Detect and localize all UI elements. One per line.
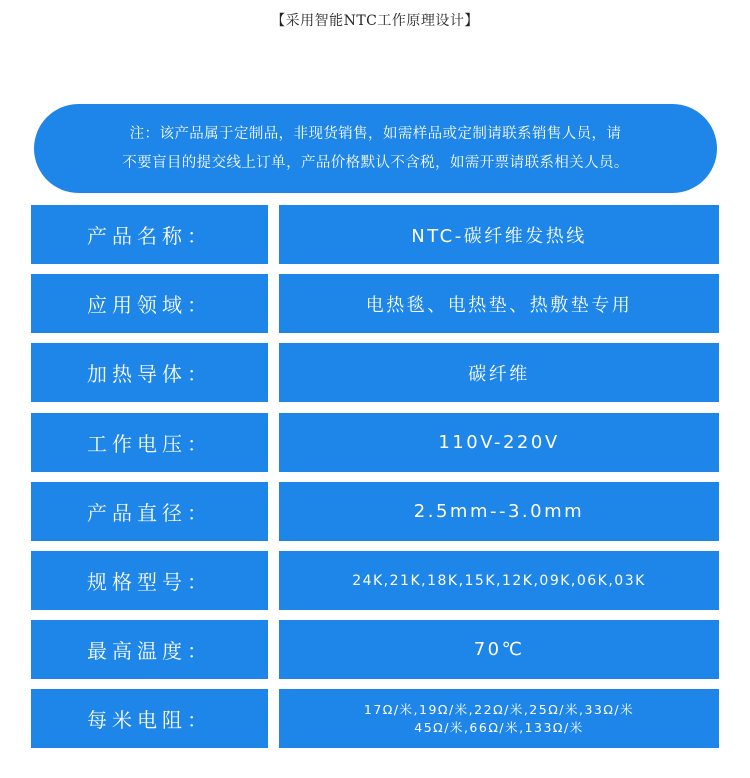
spec-value: NTC-碳纤维发热线 (279, 205, 719, 264)
spec-value: 2.5mm--3.0mm (279, 482, 719, 541)
spec-value-line-1: 17Ω/米,19Ω/米,22Ω/米,25Ω/米,33Ω/米 (363, 701, 635, 717)
spec-value: 24K,21K,18K,15K,12K,09K,06K,03K (279, 551, 719, 610)
spec-value-line-2: 45Ω/米,66Ω/米,133Ω/米 (414, 719, 584, 735)
notice-line-2: 不要盲目的提交线上订单，产品价格默认不含税，如需开票请联系相关人员。 (122, 155, 629, 171)
spec-row-resistance (31, 689, 719, 748)
spec-value: 碳纤维 (279, 343, 719, 402)
page-title: 【采用智能NTC工作原理设计】 (271, 13, 479, 29)
spec-row-diameter (31, 482, 719, 541)
spec-label: 产品直径： (31, 482, 268, 541)
spec-label: 应用领域： (31, 274, 268, 333)
spec-row-voltage (31, 413, 719, 472)
spec-value (279, 689, 719, 748)
notice-line-1: 注：该产品属于定制品，非现货销售，如需样品或定制请联系销售人员，请 (129, 126, 622, 142)
spec-label: 每米电阻： (31, 689, 268, 748)
spec-label: 加热导体： (31, 343, 268, 402)
notice-banner (34, 104, 717, 193)
spec-value: 电热毯、电热垫、热敷垫专用 (279, 274, 719, 333)
spec-row-heating-conductor (31, 343, 719, 402)
spec-row-model (31, 551, 719, 610)
spec-row-max-temperature (31, 620, 719, 679)
spec-label: 工作电压： (31, 413, 268, 472)
spec-label: 产品名称： (31, 205, 268, 264)
spec-label: 规格型号： (31, 551, 268, 610)
spec-value: 110V-220V (279, 413, 719, 472)
spec-row-application (31, 274, 719, 333)
spec-row-product-name (31, 205, 719, 264)
spec-label: 最高温度： (31, 620, 268, 679)
spec-value: 70℃ (279, 620, 719, 679)
